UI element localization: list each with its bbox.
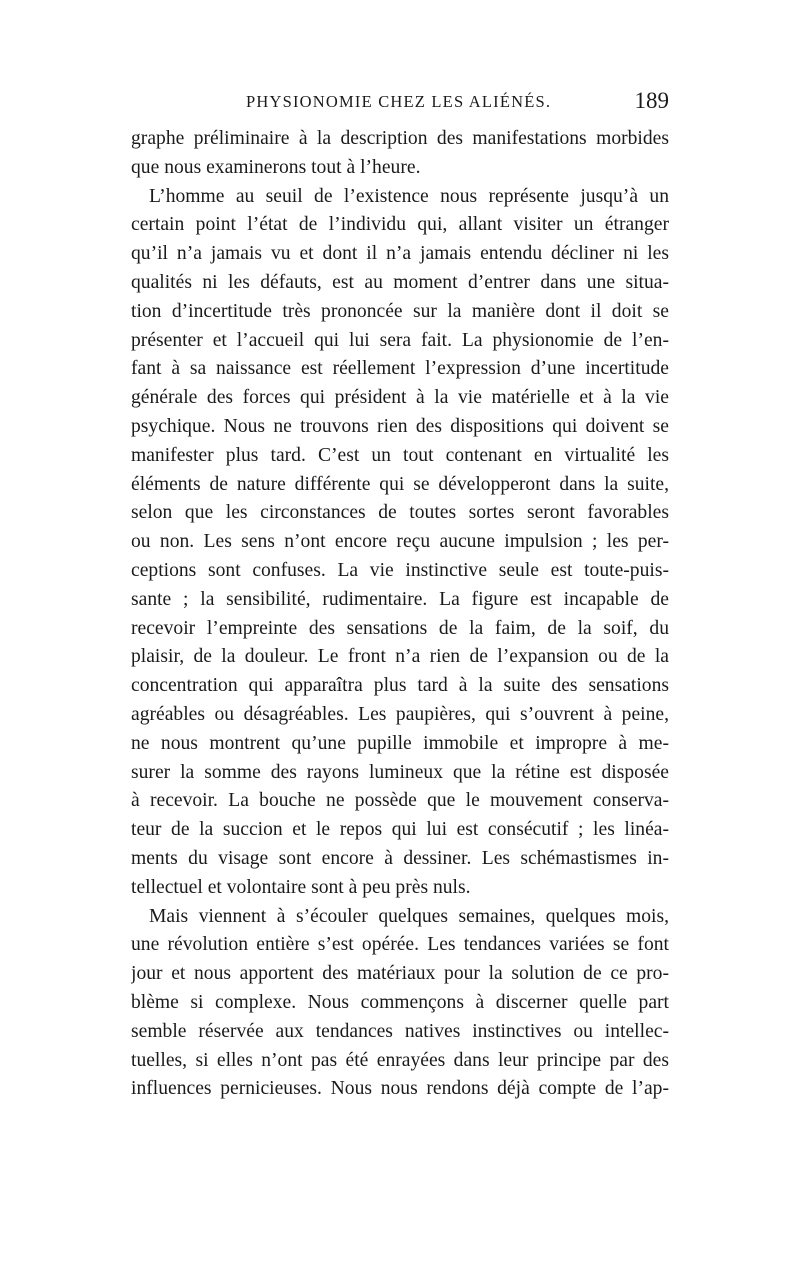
text-line: tellectuel et volontaire sont à peu près nuls. bbox=[131, 876, 471, 898]
text-line: manifester plus tard. C’est un tout contenant en virtualité les bbox=[131, 444, 669, 466]
text-line: qu’il n’a jamais vu et dont il n’a jamais entendu décliner ni les bbox=[131, 243, 669, 265]
text-line: présenter et l’accueil qui lui sera fait. La physionomie de l’en- bbox=[131, 329, 669, 351]
text-line: éléments de nature différente qui se développeront dans la suite, bbox=[131, 473, 669, 495]
running-title: PHYSIONOMIE CHEZ LES ALIÉNÉS. bbox=[246, 92, 552, 111]
text-line: tion d’incertitude très prononcée sur la manière dont il doit se bbox=[131, 300, 669, 322]
text-line: concentration qui apparaîtra plus tard à la suite des sensations bbox=[131, 675, 669, 697]
text-line: blème si complexe. Nous commençons à discerner quelle part bbox=[131, 991, 669, 1013]
text-line: fant à sa naissance est réellement l’expression d’une incertitude bbox=[131, 358, 669, 380]
text-line: agréables ou désagréables. Les paupières, qui s’ouvrent à peine, bbox=[131, 703, 669, 725]
text-line: sante ; la sensibilité, rudimentaire. La figure est incapable de bbox=[131, 588, 669, 610]
page-number: 189 bbox=[634, 88, 669, 113]
text-line: ments du visage sont encore à dessiner. Les schémastismes in- bbox=[131, 847, 669, 869]
text-line: teur de la succion et le repos qui lui est consécutif ; les linéa- bbox=[131, 819, 669, 841]
text-line: L’homme au seuil de l’existence nous représente jusqu’à un bbox=[149, 185, 669, 207]
text-line: qualités ni les défauts, est au moment d’entrer dans une situa- bbox=[131, 271, 669, 293]
text-line: ou non. Les sens n’ont encore reçu aucune impulsion ; les per- bbox=[131, 531, 669, 553]
text-line: que nous examinerons tout à l’heure. bbox=[131, 156, 421, 178]
text-line: psychique. Nous ne trouvons rien des dispositions qui doivent se bbox=[131, 415, 669, 437]
text-line: ne nous montrent qu’une pupille immobile et impropre à me- bbox=[131, 732, 669, 754]
text-line: jour et nous apportent des matériaux pour la solution de ce pro- bbox=[131, 963, 669, 985]
text-line: selon que les circonstances de toutes sortes seront favorables bbox=[131, 502, 669, 524]
text-line: à recevoir. La bouche ne possède que le mouvement conserva- bbox=[131, 790, 669, 812]
body-text bbox=[131, 125, 669, 1104]
text-line: Mais viennent à s’écouler quelques semaines, quelques mois, bbox=[149, 905, 669, 927]
running-head bbox=[131, 88, 669, 116]
text-line: plaisir, de la douleur. Le front n’a rien de l’expansion ou de la bbox=[131, 646, 669, 668]
text-line: influences pernicieuses. Nous nous rendons déjà compte de l’ap- bbox=[131, 1078, 669, 1100]
text-line: ceptions sont confuses. La vie instinctive seule est toute-puis- bbox=[131, 559, 669, 581]
text-line: générale des forces qui président à la vie matérielle et à la vie bbox=[131, 387, 669, 409]
text-line: une révolution entière s’est opérée. Les tendances variées se font bbox=[131, 934, 669, 956]
text-line: recevoir l’empreinte des sensations de la faim, de la soif, du bbox=[131, 617, 669, 639]
text-line: surer la somme des rayons lumineux que la rétine est disposée bbox=[131, 761, 669, 783]
text-line: tuelles, si elles n’ont pas été enrayées dans leur principe par des bbox=[131, 1049, 669, 1071]
text-line: graphe préliminaire à la description des manifestations morbides bbox=[131, 128, 669, 149]
text-line: certain point l’état de l’individu qui, allant visiter un étranger bbox=[131, 214, 669, 236]
text-line: semble réservée aux tendances natives instinctives ou intellec- bbox=[131, 1020, 669, 1042]
